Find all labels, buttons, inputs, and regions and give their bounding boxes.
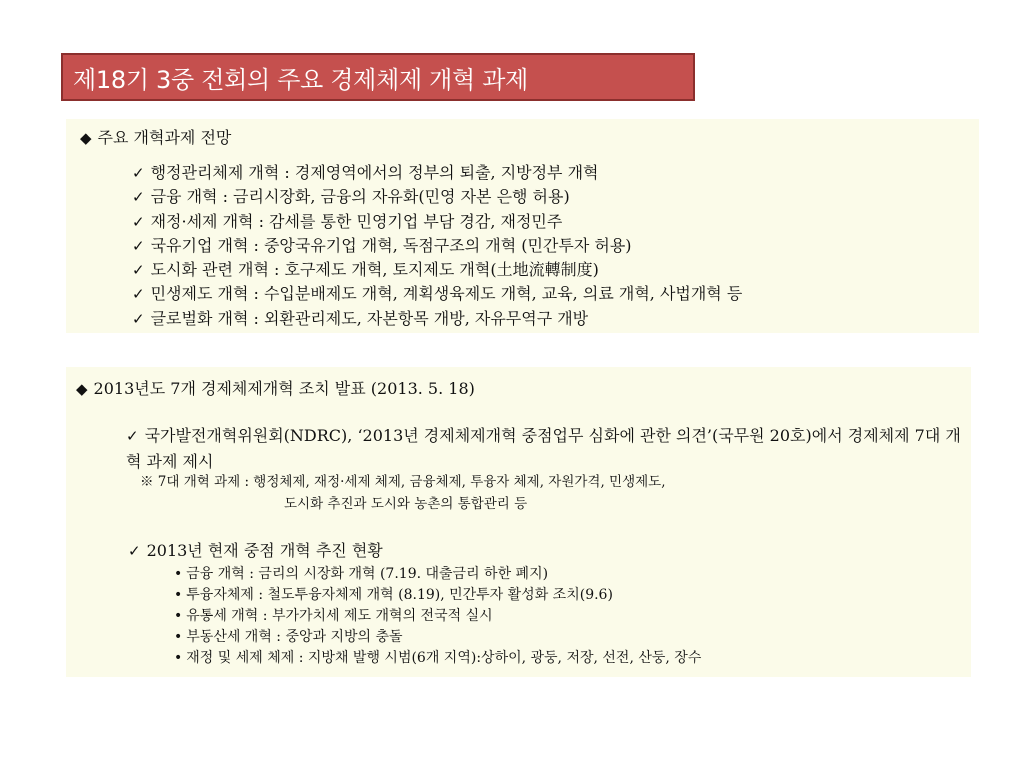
check-icon: ✓ (132, 285, 145, 304)
list-item (132, 282, 742, 306)
section-heading (80, 125, 231, 148)
section-heading-text: 2013년도 7개 경제체제개혁 조치 발표 (2013. 5. 18) (93, 379, 475, 398)
status-bullet-list (174, 564, 701, 669)
list-item (132, 161, 742, 185)
bullet-dot: • (174, 608, 183, 624)
list-item (132, 210, 742, 234)
bullet-dot: • (174, 629, 183, 645)
status-heading (128, 538, 383, 564)
list-item (132, 258, 742, 282)
section-heading (76, 376, 475, 399)
check-icon: ✓ (128, 542, 141, 560)
reform-outlook-panel (66, 119, 979, 333)
list-item (132, 185, 742, 209)
list-item-text: 재정·세제 개혁 : 감세를 통한 민영기업 부담 경감, 재정민주 (150, 211, 563, 231)
bullet-dot: • (174, 566, 183, 582)
list-item-text: 금융 개혁 : 금리의 시장화 개혁 (7.19. 대출금리 하한 폐지) (186, 566, 549, 582)
check-icon: ✓ (132, 188, 145, 207)
list-item (174, 585, 701, 606)
list-item-text: 도시화 관련 개혁 : 호구제도 개혁, 토지제도 개혁(土地流轉制度) (150, 260, 599, 280)
list-item (132, 307, 742, 331)
page-title: 제18기 3중 전회의 주요 경제체제 개혁 과제 (73, 65, 529, 94)
reform-list (132, 161, 742, 331)
list-item (174, 606, 701, 627)
list-item (174, 627, 701, 648)
list-item (174, 564, 701, 585)
check-icon: ✓ (132, 164, 145, 182)
status-heading-text: 2013년 현재 중점 개혁 추진 현황 (146, 541, 383, 560)
list-item-text: 투융자체제 : 철도투융자체제 개혁 (8.19), 민간투자 활성화 조치(9.6) (186, 587, 613, 603)
list-item-text: 유통세 개혁 : 부가가치세 제도 개혁의 전국적 실시 (186, 608, 493, 624)
list-item-text: 금융 개혁 : 금리시장화, 금융의 자유화(민영 자본 은행 허용) (150, 187, 570, 207)
check-icon: ✓ (132, 212, 145, 231)
check-icon: ✓ (126, 427, 139, 445)
list-item (132, 234, 742, 258)
section-heading-text: 주요 개혁과제 전망 (97, 128, 232, 147)
title-banner (61, 53, 695, 101)
check-icon: ✓ (132, 261, 145, 280)
bullet-dot: • (174, 650, 183, 666)
note-line: 도시화 추진과 도시와 농촌의 통합관리 등 (284, 496, 528, 512)
list-item-text: 국유기업 개혁 : 중앙국유기업 개혁, 독점구조의 개혁 (민간투자 허용) (150, 235, 632, 255)
reform-measures-panel (66, 367, 971, 677)
check-icon: ✓ (132, 309, 145, 328)
ndrc-paragraph-text: 국가발전개혁위원회(NDRC), ‘2013년 경제체제개혁 중점업무 심화에 관한 의견’(국무원 20호)에서 경제체제 7대 개혁 과제 제시 (126, 426, 961, 471)
ndrc-paragraph (126, 423, 964, 474)
list-item-text: 민생제도 개혁 : 수입분배제도 개혁, 계획생육제도 개혁, 교육, 의료 개혁, 사법개혁 등 (150, 284, 743, 304)
list-item-text: 행정관리체제 개혁 : 경제영역에서의 정부의 퇴출, 지방정부 개혁 (150, 163, 599, 182)
bullet-dot: • (174, 587, 183, 603)
list-item-text: 부동산세 개혁 : 중앙과 지방의 충돌 (186, 629, 403, 645)
list-item-text: 재정 및 세제 체제 : 지방채 발행 시범(6개 지역):상하이, 광둥, 저장, 선전, 산둥, 장수 (186, 650, 702, 666)
list-item (174, 648, 701, 669)
diamond-icon: ◆ (80, 129, 92, 147)
diamond-icon: ◆ (76, 380, 88, 398)
note-line: ※ 7대 개혁 과제 : 행정체제, 재정·세제 체제, 금융체제, 투융자 체제, 자원가격, 민생제도, (140, 474, 666, 490)
check-icon: ✓ (132, 236, 145, 255)
list-item-text: 글로벌화 개혁 : 외환관리제도, 자본항목 개방, 자유무역구 개방 (150, 308, 589, 328)
